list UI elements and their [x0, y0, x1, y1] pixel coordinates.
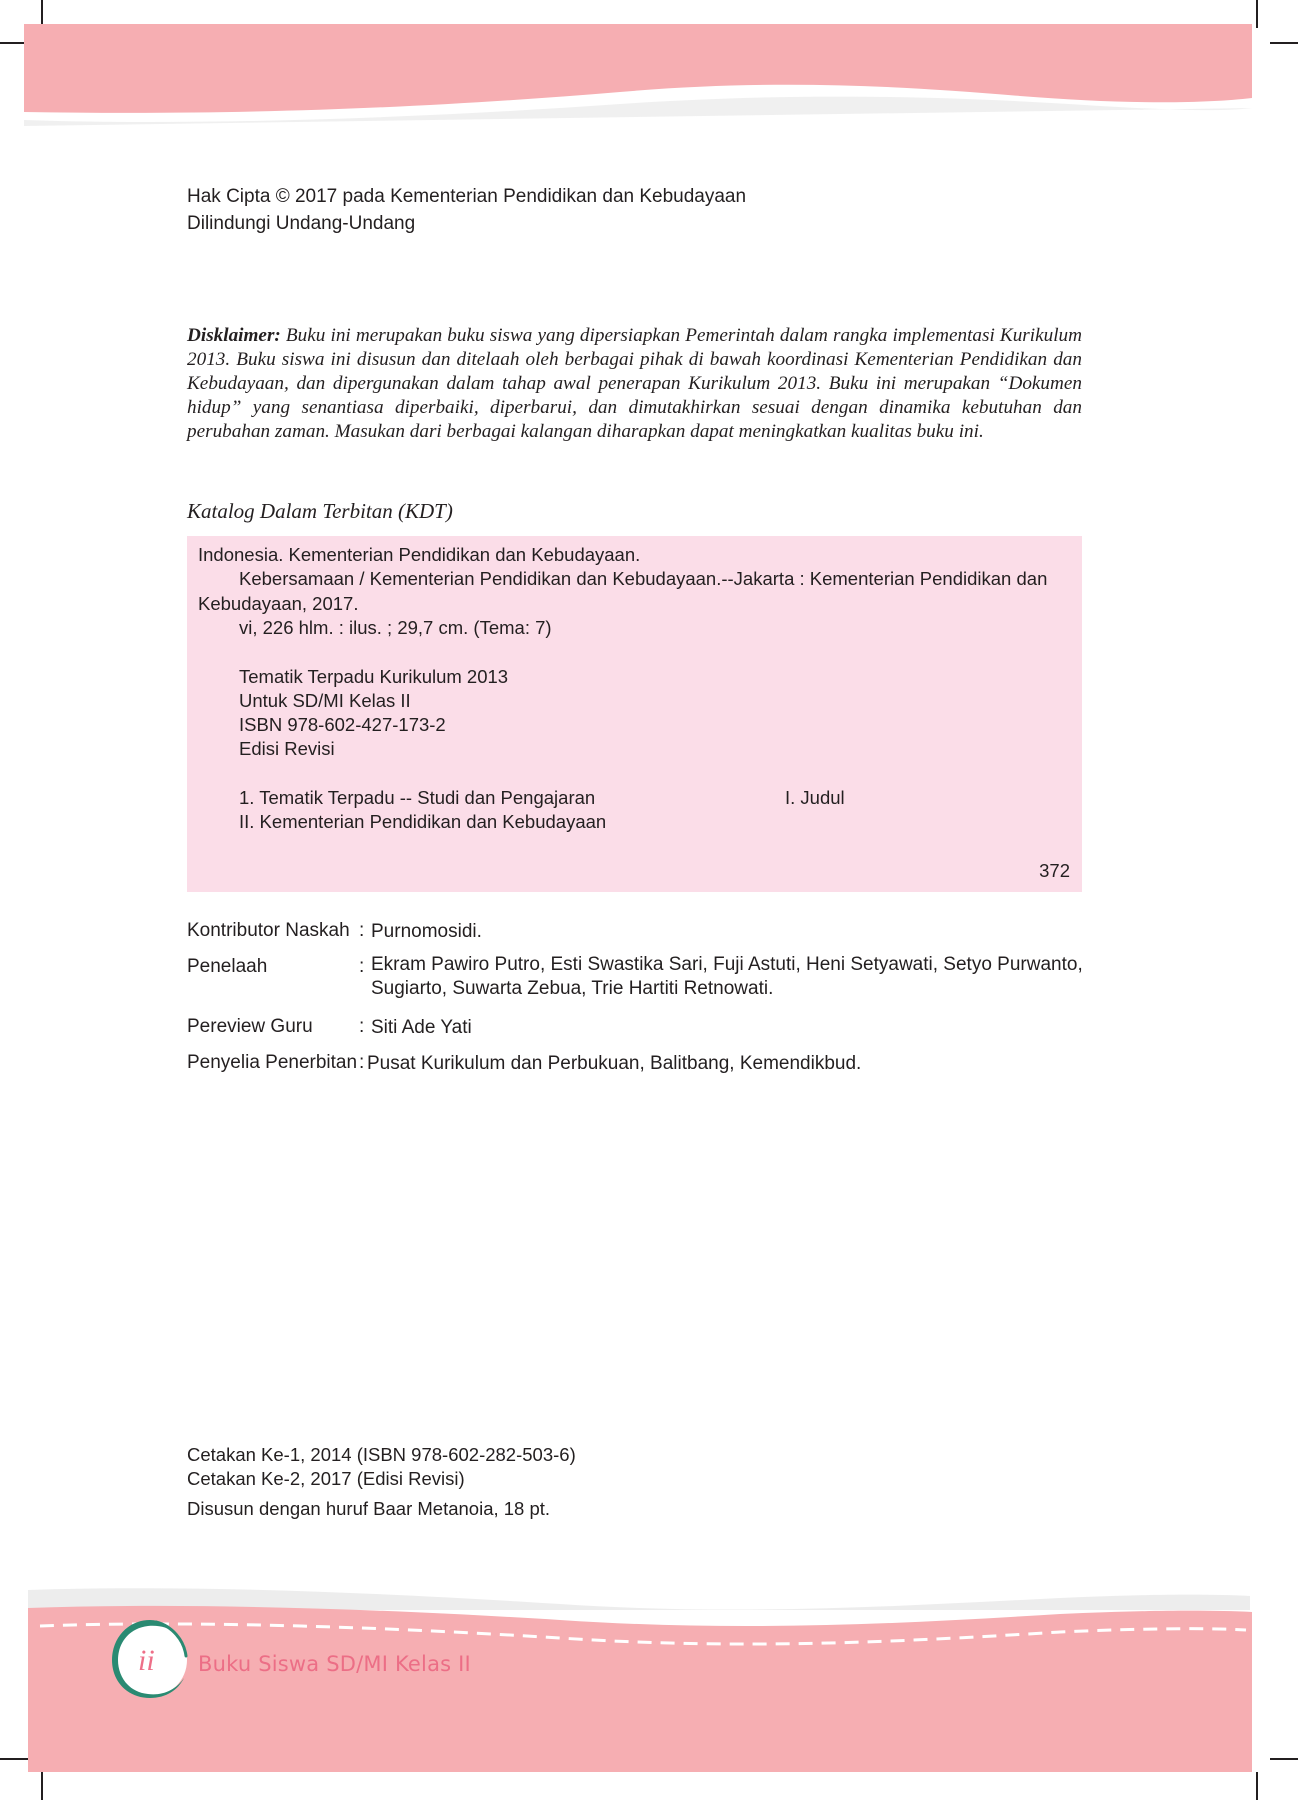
kdt-author: Indonesia. Kementerian Pendidikan dan Kebudayaan. — [198, 544, 641, 565]
disclaimer-text: Buku ini merupakan buku siswa yang dipersiapkan Pemerintah dalam rangka implementasi Kurikulum 2013. Buku siswa ini disusun dan ditelaah oleh berbagai pihak di bawah koordinasi Kementerian Pendidikan dan Kebudayaan, dan dipergunakan dalam tahap awal penerapan Kurikulum 2013. Buku ini merupakan “Dokumen hidup” yang senantiasa diperbaiki, diperbarui, dan dimutakhirkan sesuai dengan dinamika kebutuhan dan perubahan zaman. Masukan dari berbagai kalangan diharapkan dapat meningkatkan kualitas buku ini. — [187, 325, 1082, 442]
credit-label: Penelaah — [187, 956, 268, 977]
kdt-title-line2: Kebudayaan, 2017. — [198, 593, 359, 614]
credit-value-cont: Sugiarto, Suwarta Zebua, Trie Hartiti Retnowati. — [371, 978, 774, 999]
credit-colon: : — [359, 956, 365, 977]
credit-colon: : — [359, 1016, 365, 1037]
font-info-line: Disusun dengan huruf Baar Metanoia, 18 pt. — [187, 1498, 551, 1519]
credit-value: Purnomosidi. — [371, 921, 482, 942]
top-banner — [0, 0, 1298, 140]
credit-colon: : — [359, 1052, 365, 1073]
kdt-physical: vi, 226 hlm. : ilus. ; 29,7 cm. (Tema: 7) — [239, 617, 552, 638]
kdt-isbn: ISBN 978-602-427-173-2 — [239, 714, 446, 735]
printing-line2: Cetakan Ke-2, 2017 (Edisi Revisi) — [187, 1468, 465, 1489]
kdt-box — [187, 536, 1082, 892]
printing-line1: Cetakan Ke-1, 2014 (ISBN 978-602-282-503-6) — [187, 1444, 576, 1465]
kdt-class-number: 372 — [1039, 860, 1070, 881]
credit-colon: : — [359, 920, 365, 941]
credit-value: Ekram Pawiro Putro, Esti Swastika Sari, Fuji Astuti, Heni Setyawati, Setyo Purwanto, — [371, 954, 1083, 975]
footer-book-title: Buku Siswa SD/MI Kelas II — [198, 1652, 471, 1676]
protection-line: Dilindungi Undang-Undang — [187, 213, 416, 234]
credit-value: Pusat Kurikulum dan Perbukuan, Balitbang, Kemendikbud. — [367, 1053, 862, 1074]
page-number: ii — [138, 1644, 155, 1677]
kdt-subject-title: I. Judul — [785, 787, 845, 808]
kdt-title-line1: Kebersamaan / Kementerian Pendidikan dan Kebudayaan.--Jakarta : Kementerian Pendidikan dan — [239, 568, 1048, 589]
copyright-line: Hak Cipta © 2017 pada Kementerian Pendidikan dan Kebudayaan — [187, 186, 747, 207]
copyright-block — [187, 183, 746, 237]
credit-value: Siti Ade Yati — [371, 1017, 472, 1038]
disclaimer-label: Disklaimer: — [187, 325, 281, 346]
disclaimer-paragraph — [187, 324, 1082, 444]
credit-label: Pereview Guru — [187, 1016, 313, 1037]
kdt-heading: Katalog Dalam Terbitan (KDT) — [187, 499, 453, 523]
kdt-series: Tematik Terpadu Kurikulum 2013 — [239, 666, 509, 687]
kdt-level: Untuk SD/MI Kelas II — [239, 690, 411, 711]
kdt-subject1: 1. Tematik Terpadu -- Studi dan Pengajaran — [239, 787, 596, 808]
kdt-subject2: II. Kementerian Pendidikan dan Kebudayaan — [239, 811, 607, 832]
credit-label: Kontributor Naskah — [187, 920, 350, 941]
kdt-edition: Edisi Revisi — [239, 738, 335, 759]
credit-label: Penyelia Penerbitan — [187, 1052, 358, 1073]
